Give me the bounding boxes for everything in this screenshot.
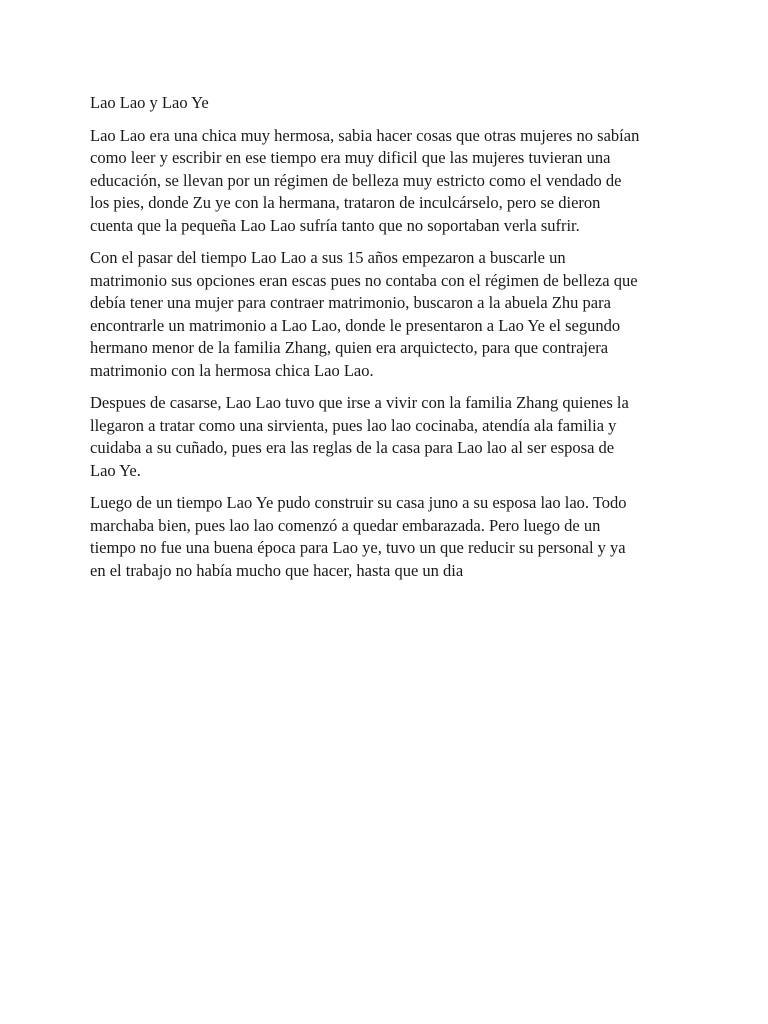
paragraph-2 xyxy=(90,247,690,382)
paragraph-4 xyxy=(90,492,690,582)
paragraph-line: marchaba bien, pues lao lao comenzó a quedar embarazada. Pero luego de un xyxy=(90,515,601,535)
paragraph-line: llegaron a tratar como una sirvienta, pues lao lao cocinaba, atendía ala familia y xyxy=(90,415,617,435)
paragraph-line: encontrarle un matrimonio a Lao Lao, donde le presentaron a Lao Ye el segundo xyxy=(90,315,621,335)
paragraph-line: cuidaba a su cuñado, pues era las reglas de la casa para Lao lao al ser esposa de xyxy=(90,438,615,457)
paragraph-line: Con el pasar del tiempo Lao Lao a sus 15 años empezaron a buscarle un xyxy=(90,248,566,267)
paragraph-line: como leer y escribir en ese tiempo era muy dificil que las mujeres tuvieran una xyxy=(90,148,611,167)
paragraph-line: matrimonio sus opciones eran escas pues no contaba con el régimen de belleza que xyxy=(90,270,638,290)
paragraph-3 xyxy=(90,392,690,482)
paragraph-line: Lao Ye. xyxy=(90,460,141,480)
paragraph-line: cuenta que la pequeña Lao Lao sufría tanto que no soportaban verla sufrir. xyxy=(90,215,580,235)
paragraph-line: en el trabajo no había mucho que hacer, hasta que un dia xyxy=(90,560,464,580)
paragraph-line: Despues de casarse, Lao Lao tuvo que irse a vivir con la familia Zhang quienes la xyxy=(90,393,629,412)
paragraph-line: matrimonio con la hermosa chica Lao Lao. xyxy=(90,360,374,380)
paragraph-line: Luego de un tiempo Lao Ye pudo construir su casa juno a su esposa lao lao. Todo xyxy=(90,493,627,512)
document-title: Lao Lao y Lao Ye xyxy=(90,93,209,112)
document-body xyxy=(90,92,690,592)
paragraph-line: educación, se llevan por un régimen de belleza muy estricto como el vendado de xyxy=(90,170,622,190)
paragraph-1 xyxy=(90,125,690,238)
paragraph-line: tiempo no fue una buena época para Lao ye, tuvo un que reducir su personal y ya xyxy=(90,538,626,557)
paragraph-line: los pies, donde Zu ye con la hermana, trataron de inculcárselo, pero se dieron xyxy=(90,193,601,212)
paragraph-line: hermano menor de la familia Zhang, quien era arquictecto, para que contrajera xyxy=(90,338,609,357)
paragraph-line: debía tener una mujer para contraer matrimonio, buscaron a la abuela Zhu para xyxy=(90,293,611,312)
paragraph-line: Lao Lao era una chica muy hermosa, sabia hacer cosas que otras mujeres no sabían xyxy=(90,125,640,145)
